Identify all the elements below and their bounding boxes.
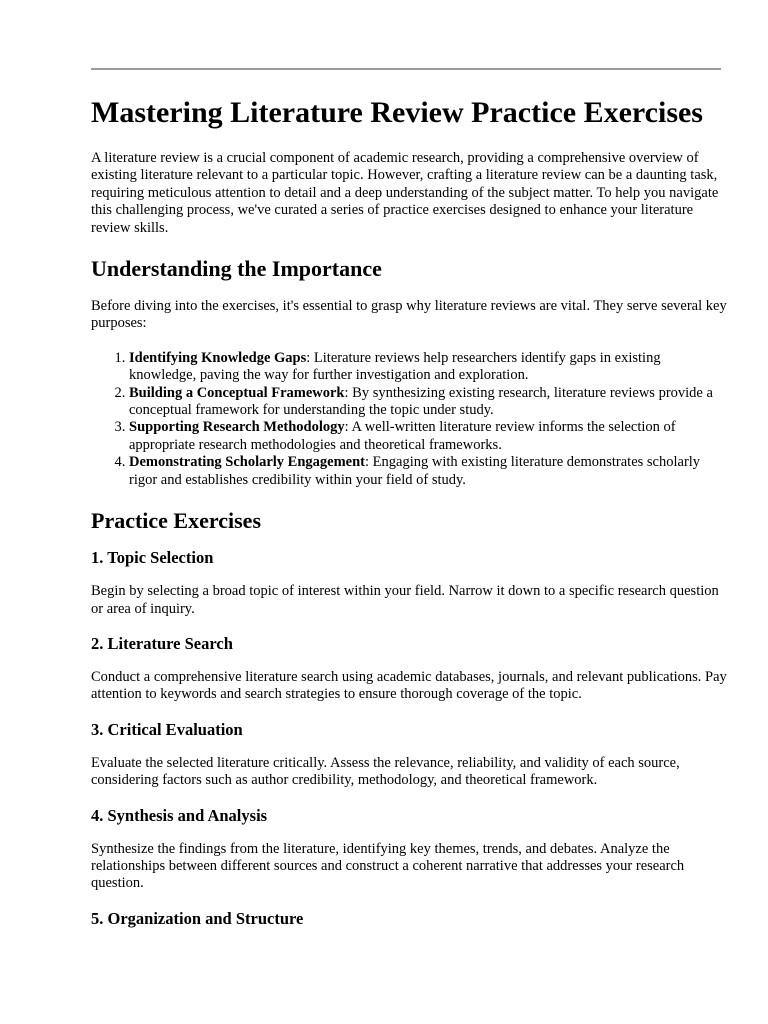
purposes-list <box>91 350 727 489</box>
section-text-literature-search: Conduct a comprehensive literature search using academic databases, journals, and relevant publications. Pay attention to keywords and search strategies to ensure thorough coverage of the topic. <box>91 668 727 703</box>
list-item-term: Supporting Research Methodology <box>129 419 345 436</box>
top-divider <box>91 68 721 70</box>
list-item-term: Building a Conceptual Framework <box>129 384 345 401</box>
list-item <box>129 385 727 420</box>
list-item-separator: : <box>306 349 311 366</box>
list-item-separator: : <box>365 454 370 471</box>
list-item-separator: : <box>344 384 349 401</box>
section-text-synthesis-analysis: Synthesize the findings from the literature, identifying key themes, trends, and debates. Analyze the relationships between different sources and construct a coherent narrative that addresses your research question. <box>91 840 685 892</box>
section-heading-literature-search: 2. Literature Search <box>91 633 233 653</box>
section-heading-topic-selection: 1. Topic Selection <box>91 548 214 568</box>
section-text-critical-evaluation: Evaluate the selected literature critically. Assess the relevance, reliability, and validity of each source, considering factors such as author credibility, methodology, and theoretical framework. <box>91 754 680 789</box>
exercises-heading: Practice Exercises <box>91 508 262 534</box>
importance-lead: Before diving into the exercises, it's essential to grasp why literature reviews are vital. They serve several key purposes: <box>91 298 727 332</box>
intro-paragraph: A literature review is a crucial component of academic research, providing a comprehensive overview of existing literature relevant to a particular topic. However, crafting a literature review can be a daunting task, requiring meticulous attention to detail and a deep understanding of the subject matter. To help you navigate this challenging process, we've curated a series of practice exercises designed to enhance your literature review skills. <box>91 150 719 236</box>
list-item <box>129 454 727 489</box>
document-body <box>91 150 727 929</box>
document-title: Mastering Literature Review Practice Exercises <box>91 96 703 129</box>
importance-heading: Understanding the Importance <box>91 256 382 282</box>
list-item <box>129 350 727 385</box>
list-item <box>129 419 727 454</box>
section-heading-organization-structure: 5. Organization and Structure <box>91 908 304 928</box>
list-item-separator: : <box>344 419 349 436</box>
list-item-term: Identifying Knowledge Gaps <box>129 349 307 366</box>
list-item-text: By synthesizing existing research, literature reviews provide a conceptual framework for understanding the topic under study. <box>129 384 713 419</box>
section-text-topic-selection: Begin by selecting a broad topic of interest within your field. Narrow it down to a specific research question or area of inquiry. <box>91 583 719 617</box>
section-heading-critical-evaluation: 3. Critical Evaluation <box>91 719 243 739</box>
list-item-text: Literature reviews help researchers identify gaps in existing knowledge, paving the way for further investigation and exploration. <box>129 349 661 384</box>
list-item-text: A well-written literature review informs the selection of appropriate research methodologies and theoretical frameworks. <box>129 419 676 453</box>
list-item-term: Demonstrating Scholarly Engagement <box>129 454 366 471</box>
section-heading-synthesis-analysis: 4. Synthesis and Analysis <box>91 805 268 825</box>
list-item-text: Engaging with existing literature demonstrates scholarly rigor and establishes credibility within your field of study. <box>129 454 701 488</box>
